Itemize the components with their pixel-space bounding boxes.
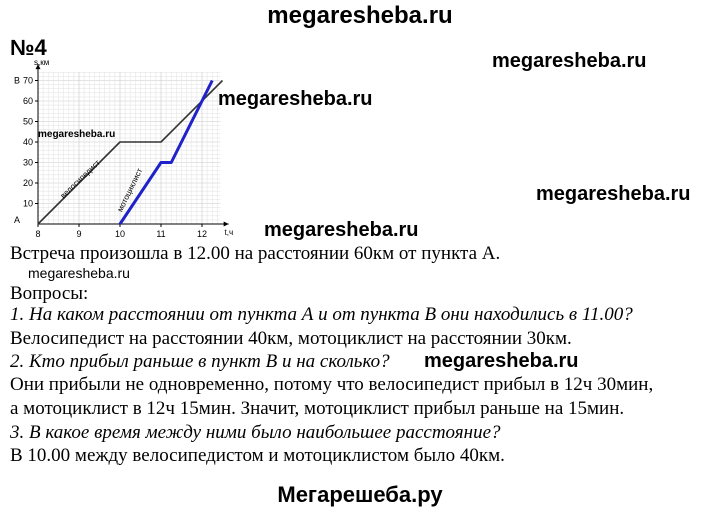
watermark-right-1: megaresheba.ru (492, 50, 647, 72)
series-label-motorcyclist: мотоциклист (115, 166, 145, 214)
y-tick-label: 60 (22, 96, 33, 106)
point-a-label: A (14, 215, 21, 225)
y-axis-label: s,км (34, 58, 50, 68)
y-tick-label: 70 (22, 75, 33, 86)
answer-2-line-2: а мотоциклист в 12ч 15мин. Значит, мотоциклист прибыл раньше на 15мин. (10, 398, 625, 419)
x-axis-arrow (224, 222, 229, 227)
watermark-right-2: megaresheba.ru (536, 183, 691, 205)
series-label-cyclist: велосипедист (58, 158, 102, 201)
answer-3: В 10.00 между велосипедистом и мотоциклистом было 40км. (10, 445, 505, 466)
x-tick-label: 10 (114, 229, 126, 238)
x-tick-label: 12 (196, 229, 208, 238)
watermark-bottom: Мегарешеба.ру (277, 482, 443, 507)
question-3: 3. В какое время между ними было наибольшее расстояние? (10, 422, 501, 443)
watermark-top: megaresheba.ru (267, 2, 453, 29)
y-tick-label: 30 (22, 157, 33, 168)
y-tick-label: 50 (22, 116, 33, 127)
point-b-label: B (14, 75, 21, 86)
questions-heading: Вопросы: (10, 283, 89, 304)
x-axis-label: t,ч (224, 228, 234, 237)
task-number: №4 (10, 35, 47, 60)
watermark-middle: megaresheba.ru (218, 88, 373, 110)
y-tick-label: 10 (22, 198, 33, 209)
answer-1: Велосипедист на расстоянии 40км, мотоциклист на расстоянии 30км. (10, 328, 572, 349)
y-tick-label: 40 (22, 137, 33, 147)
question-1: 1. На каком расстоянии от пункта А и от пункта В они находились в 11.00? (10, 304, 633, 325)
question-2: 2. Кто прибыл раньше в пункт В и на сколько? (10, 351, 390, 372)
y-tick-label: 20 (22, 178, 33, 188)
x-tick-label: 11 (156, 229, 166, 238)
distance-time-chart (8, 58, 258, 238)
meeting-line: Встреча произошла в 12.00 на расстоянии 60км от пункта А. (10, 243, 501, 264)
answer-2-line-1: Они прибыли не одновременно, потому что велосипедист прибыл в 12ч 30мин, (10, 374, 654, 395)
x-tick-label: 8 (35, 229, 41, 238)
watermark-chart: megaresheba.ru (264, 219, 419, 241)
x-tick-label: 9 (76, 229, 82, 238)
watermark-small: megaresheba.ru (38, 129, 116, 140)
watermark-small-2: megaresheba.ru (28, 265, 130, 281)
watermark-q2: megaresheba.ru (424, 350, 579, 372)
